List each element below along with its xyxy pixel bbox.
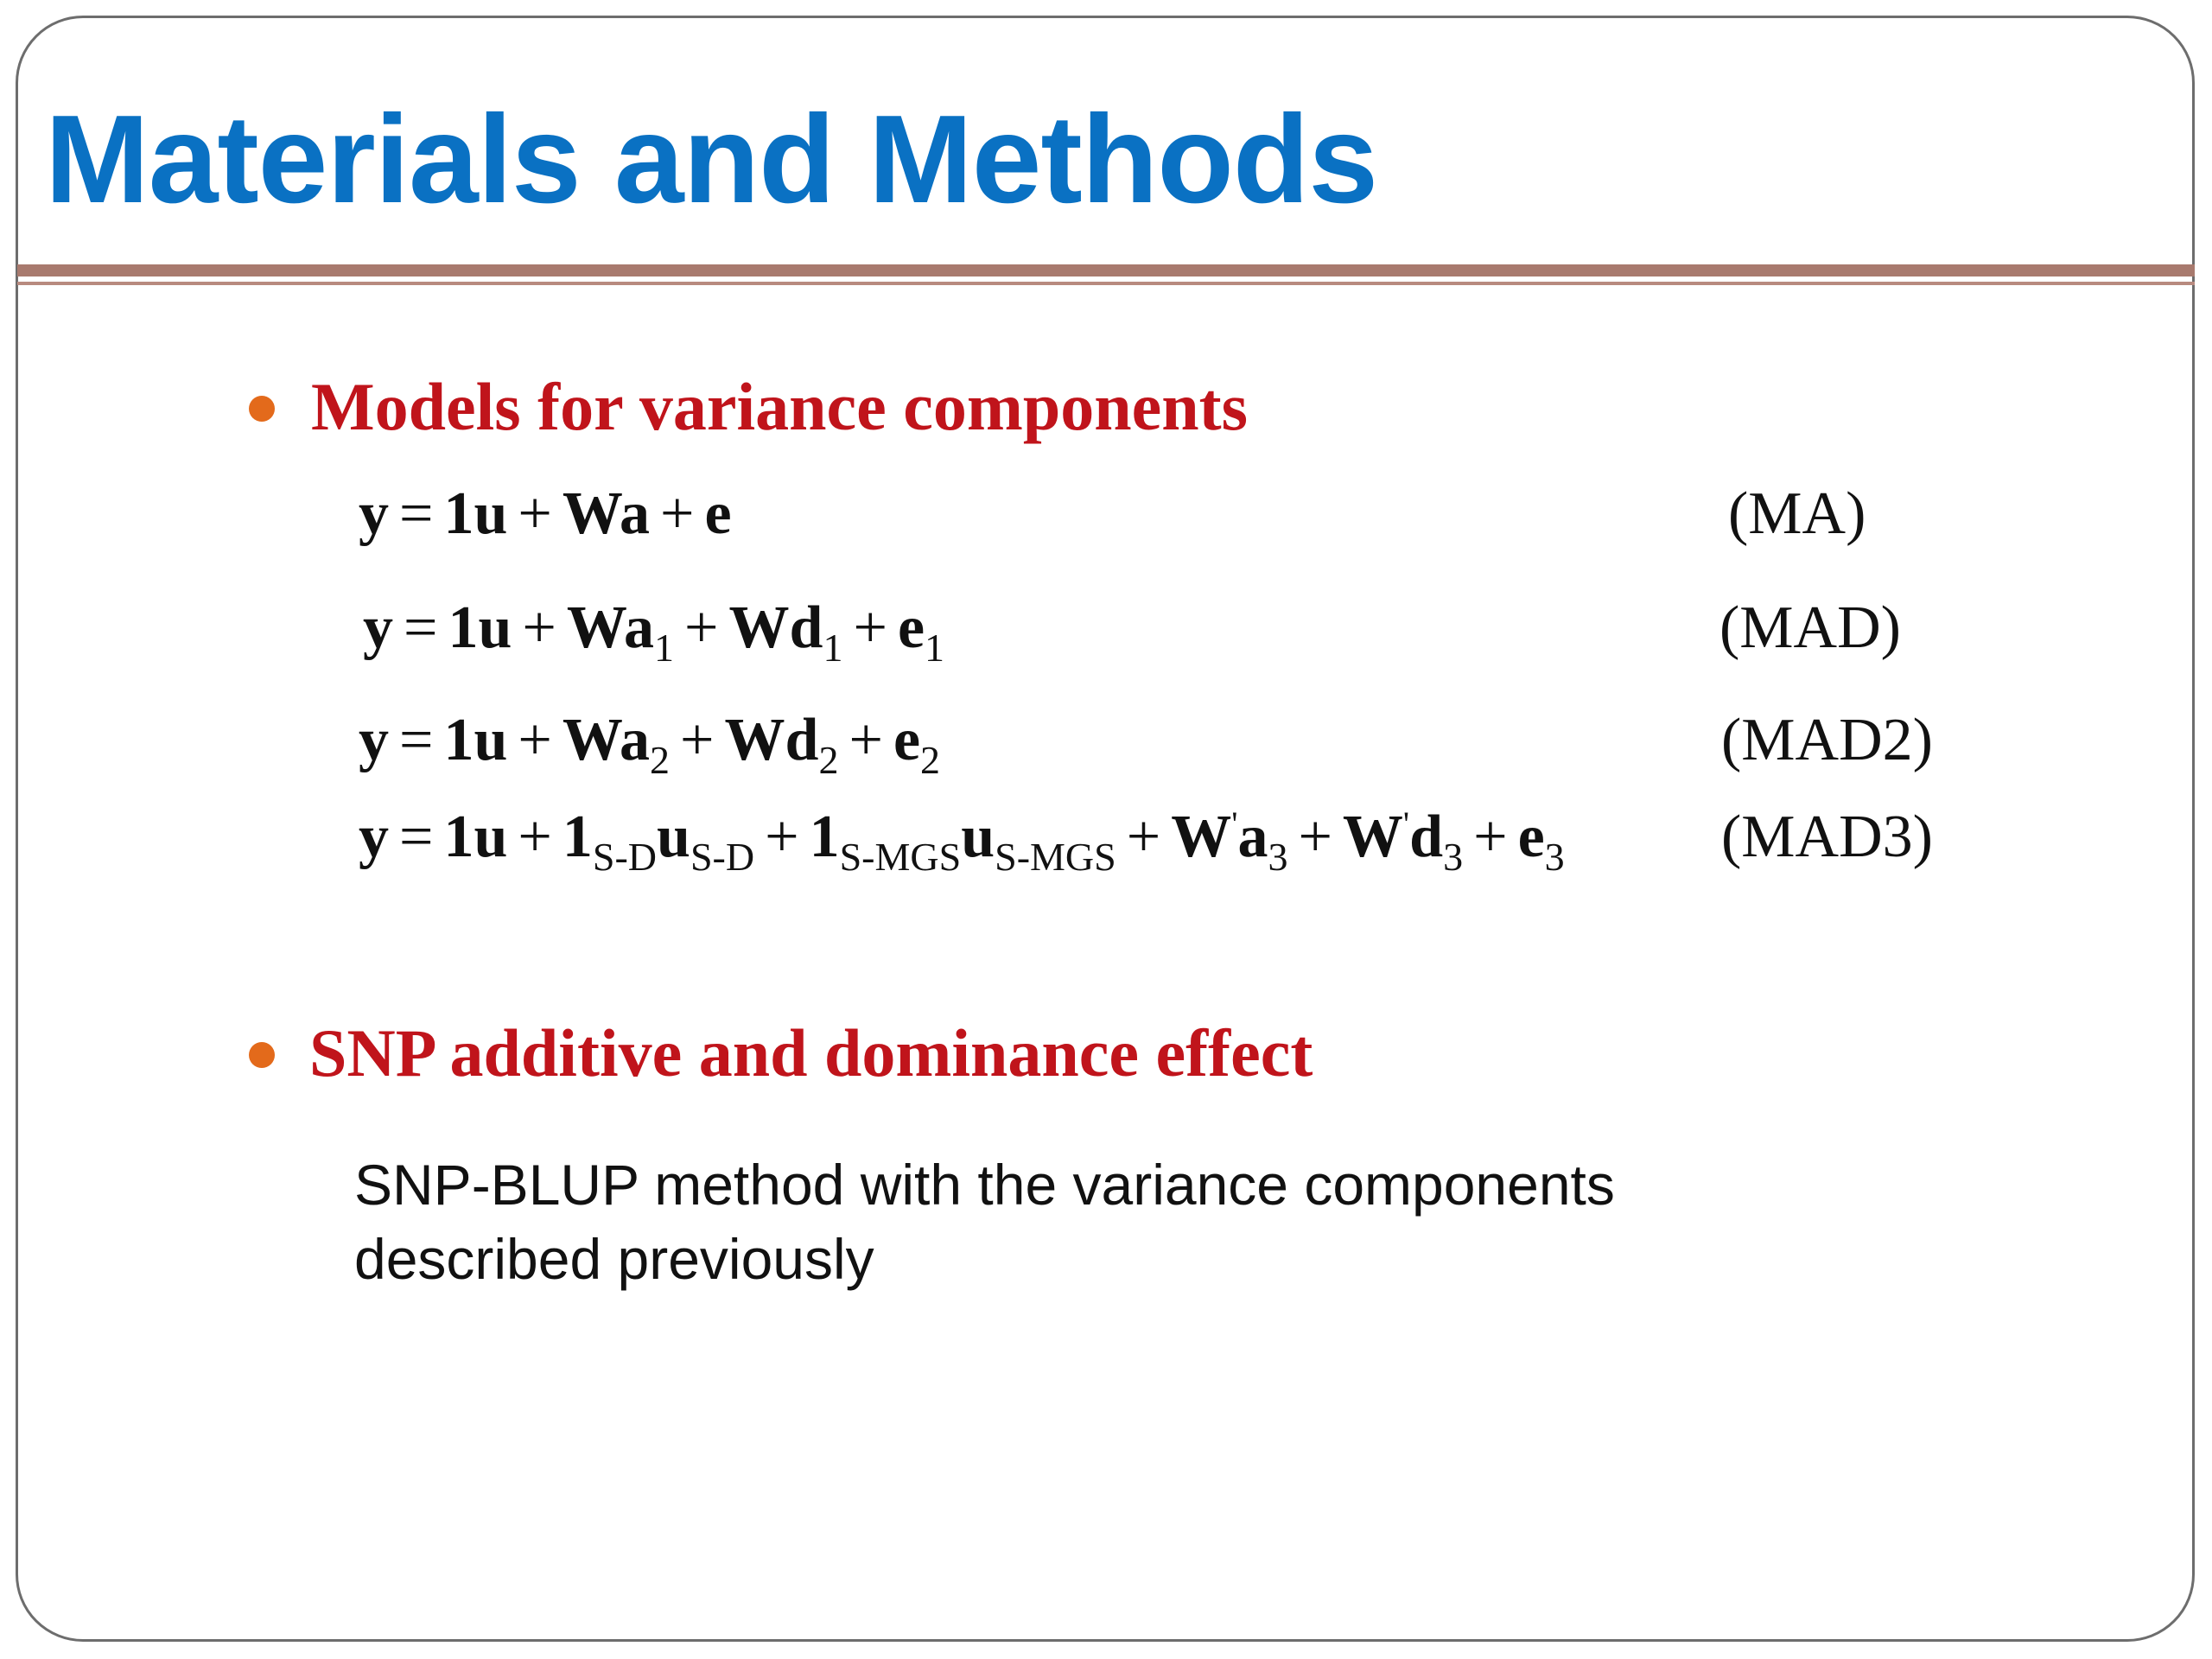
title-divider-thick [17,264,2195,276]
bullet-dot-snp [249,1042,275,1068]
equation-ma: y = 1u + Wa + e [359,480,732,547]
slide-title: Materials and Methods [45,89,1378,229]
body-line-2: described previously [354,1227,874,1291]
equation-mad2: $y = 1u + Wa_2 + Wd_2 + e_2$ [359,707,941,782]
body-line-1: SNP-BLUP method with the variance components [354,1153,1615,1217]
equation-tag-mad2: (MAD2) [1721,707,1933,773]
bullet-dot-models [249,396,275,422]
heading-snp-effect: SNP additive and dominance effect [309,1015,1313,1090]
body-text-snp-blup [354,1147,1615,1296]
equation-tag-ma: (MA) [1728,480,1866,547]
equation-mad: $y = 1u + Wa_1 + Wd_1 + e_1$ [363,594,945,670]
equation-tag-mad: (MAD) [1719,594,1901,661]
title-divider-thin [17,282,2195,285]
heading-models: Models for variance components [311,369,1248,444]
equation-mad3: $y = 1u + 1_{S-D}u_{S-D} + 1_{S-MGS}u_{S-MGS} + W'a_3 + W'd_3 + e_3$ [359,804,1565,879]
equation-tag-mad3: (MAD3) [1721,804,1933,870]
